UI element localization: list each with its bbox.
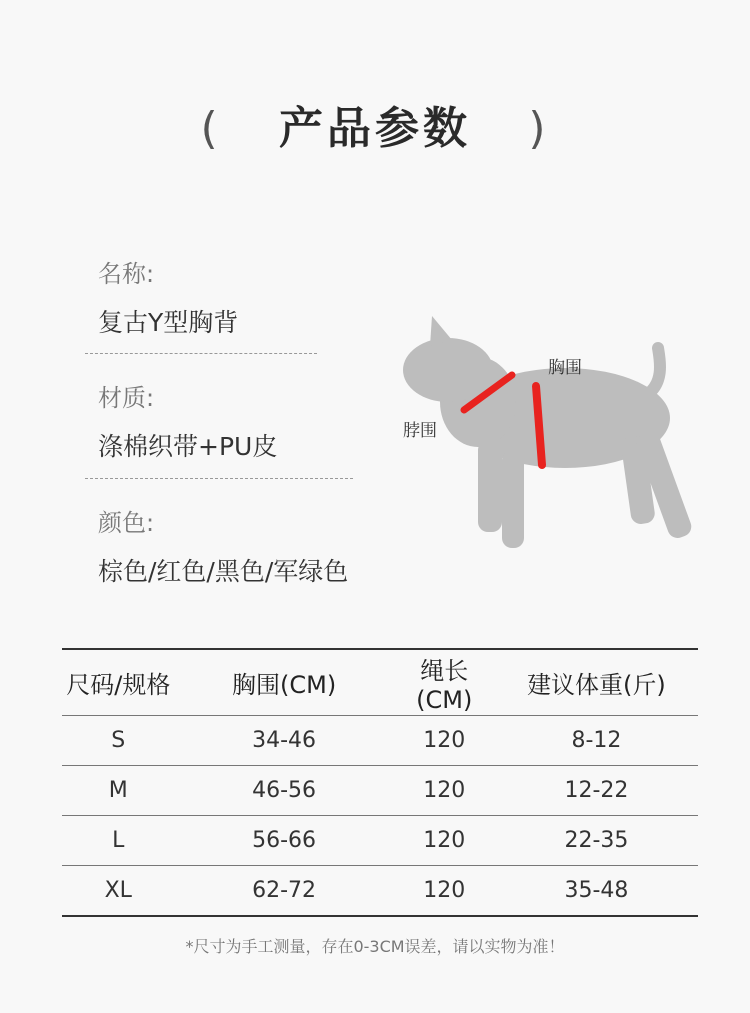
table-row bbox=[62, 766, 698, 816]
neck-label: 脖围 bbox=[403, 421, 437, 441]
table-cell: 120 bbox=[394, 716, 495, 766]
spec-color bbox=[98, 503, 348, 588]
table-cell: M bbox=[62, 766, 175, 816]
table-cell: 120 bbox=[394, 766, 495, 816]
spec-label: 颜色: bbox=[98, 509, 155, 537]
table-cell: XL bbox=[62, 866, 175, 917]
col-chest: 胸围(CM) bbox=[175, 649, 394, 716]
divider bbox=[85, 478, 353, 479]
spec-label: 名称: bbox=[98, 260, 155, 288]
table-cell: 34-46 bbox=[175, 716, 394, 766]
title-paren-right: ) bbox=[528, 103, 550, 154]
table-cell: S bbox=[62, 716, 175, 766]
page-title bbox=[0, 92, 750, 156]
col-rope: 绳长(CM) bbox=[394, 649, 495, 716]
table-row bbox=[62, 716, 698, 766]
spec-value: 棕色/红色/黑色/军绿色 bbox=[98, 557, 349, 586]
title-paren-left: ( bbox=[200, 103, 222, 154]
table-cell: L bbox=[62, 816, 175, 866]
spec-value: 涤棉织带+PU皮 bbox=[98, 432, 278, 461]
table-cell: 22-35 bbox=[495, 816, 698, 866]
divider bbox=[85, 353, 317, 354]
table-cell: 120 bbox=[394, 816, 495, 866]
chest-label: 胸围 bbox=[548, 358, 582, 378]
spec-material bbox=[98, 378, 277, 463]
spec-name bbox=[98, 254, 238, 339]
dog-illustration bbox=[390, 300, 710, 570]
size-table bbox=[62, 648, 698, 917]
spec-label: 材质: bbox=[98, 384, 155, 412]
spec-value: 复古Y型胸背 bbox=[98, 308, 239, 337]
table-cell: 56-66 bbox=[175, 816, 394, 866]
table-cell: 8-12 bbox=[495, 716, 698, 766]
table-cell: 46-56 bbox=[175, 766, 394, 816]
col-weight: 建议体重(斤) bbox=[495, 649, 698, 716]
table-cell: 120 bbox=[394, 866, 495, 917]
title-text: 产品参数 bbox=[279, 103, 471, 154]
table-header-row bbox=[62, 649, 698, 716]
dog-body bbox=[403, 316, 694, 548]
table-row bbox=[62, 816, 698, 866]
table-cell: 12-22 bbox=[495, 766, 698, 816]
footnote: *尺寸为手工测量，存在0-3CM误差，请以实物为准！ bbox=[185, 937, 565, 956]
table-cell: 62-72 bbox=[175, 866, 394, 917]
col-size: 尺码/规格 bbox=[62, 649, 175, 716]
table-row bbox=[62, 866, 698, 917]
table-cell: 35-48 bbox=[495, 866, 698, 917]
